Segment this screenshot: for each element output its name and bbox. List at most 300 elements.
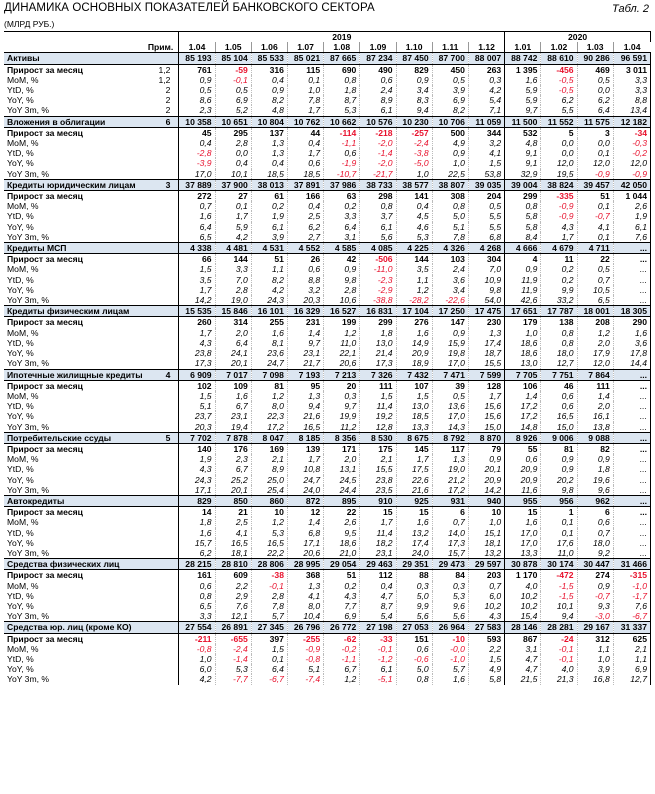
table-cell: 11,6 bbox=[505, 485, 541, 496]
table-cell: 6,1 bbox=[360, 664, 396, 674]
table-cell: -255 bbox=[287, 633, 323, 644]
table-cell: 17,3 bbox=[432, 538, 468, 548]
table-cell: 0,4 bbox=[251, 75, 287, 85]
table-cell: 51 bbox=[324, 570, 360, 581]
table-cell: 3,2 bbox=[468, 138, 504, 148]
table-cell: 17,4 bbox=[468, 338, 504, 348]
table-cell: 12,0 bbox=[577, 158, 613, 168]
table-cell: 25,4 bbox=[251, 485, 287, 496]
table-cell: 910 bbox=[360, 495, 396, 506]
table-cell: 139 bbox=[287, 443, 323, 454]
table-cell: 0,8 bbox=[432, 201, 468, 211]
table-cell: 6 bbox=[432, 507, 468, 518]
year-header-spacer bbox=[4, 32, 143, 43]
table-cell: 316 bbox=[251, 64, 287, 75]
table-cell: 1,6 bbox=[215, 391, 251, 401]
table-cell: -0,1 bbox=[541, 654, 577, 664]
table-cell: 102 bbox=[179, 380, 215, 391]
table-cell: 18,6 bbox=[505, 348, 541, 358]
row-label: Кредиты физическим лицам bbox=[4, 306, 143, 317]
table-cell: 10 bbox=[251, 507, 287, 518]
table-cell: 10 358 bbox=[179, 116, 215, 127]
table-cell: 21,5 bbox=[505, 674, 541, 684]
row-note bbox=[143, 611, 179, 622]
table-cell: -456 bbox=[541, 64, 577, 75]
table-cell: 2,5 bbox=[287, 211, 323, 221]
table-cell: 15 bbox=[360, 507, 396, 518]
table-cell: 15,5 bbox=[468, 358, 504, 369]
table-cell: 0,8 bbox=[324, 75, 360, 85]
row-label: Прирост за месяц bbox=[7, 254, 83, 265]
table-cell: 0,5 bbox=[577, 264, 613, 274]
table-cell: 29 473 bbox=[432, 559, 468, 570]
row-label: YtD, % bbox=[7, 590, 34, 601]
row-label: YoY, % bbox=[7, 158, 34, 169]
table-cell: 1,2 bbox=[324, 674, 360, 684]
table-cell: 13,6 bbox=[432, 401, 468, 411]
table-row bbox=[4, 232, 651, 243]
table-cell: ... bbox=[613, 548, 650, 559]
table-cell: 299 bbox=[505, 191, 541, 202]
table-cell: 5,4 bbox=[468, 95, 504, 105]
column-header-date: 1.10 bbox=[396, 42, 432, 53]
table-row bbox=[4, 411, 651, 421]
table-cell: 11,0 bbox=[541, 548, 577, 559]
table-cell: 23,7 bbox=[179, 411, 215, 421]
table-cell: 299 bbox=[360, 317, 396, 328]
table-cell: -38 bbox=[251, 570, 287, 581]
table-cell: 344 bbox=[468, 127, 504, 138]
table-cell: 18,6 bbox=[324, 538, 360, 548]
table-cell: 0,1 bbox=[541, 528, 577, 538]
table-cell: 4,3 bbox=[179, 464, 215, 474]
row-label: YoY, % bbox=[7, 348, 34, 359]
table-section-row bbox=[4, 432, 651, 443]
row-note bbox=[143, 53, 179, 64]
table-cell: 490 bbox=[360, 64, 396, 75]
table-cell: 0,3 bbox=[432, 581, 468, 591]
table-cell: 28 215 bbox=[179, 559, 215, 570]
year-header-spacer bbox=[143, 32, 179, 43]
table-cell: 1,7 bbox=[541, 232, 577, 243]
table-cell: 255 bbox=[251, 317, 287, 328]
table-cell: 176 bbox=[215, 443, 251, 454]
table-cell: 2,7 bbox=[287, 232, 323, 243]
table-cell: 12,0 bbox=[541, 158, 577, 168]
table-cell: 5 bbox=[541, 127, 577, 138]
table-cell: 0,6 bbox=[287, 158, 323, 168]
column-header-date: 1.06 bbox=[251, 42, 287, 53]
table-cell: 9,8 bbox=[324, 275, 360, 285]
table-cell: 10 804 bbox=[251, 116, 287, 127]
table-cell: 3,4 bbox=[432, 285, 468, 295]
row-note: 2 bbox=[165, 95, 171, 106]
row-label: YoY, % bbox=[7, 664, 34, 675]
table-row bbox=[4, 581, 651, 591]
table-row bbox=[4, 105, 651, 116]
table-cell: 10,8 bbox=[287, 464, 323, 474]
table-cell: 6,2 bbox=[287, 222, 323, 232]
column-header-date: 1.11 bbox=[432, 42, 468, 53]
table-cell: 81 bbox=[541, 443, 577, 454]
table-cell: 90 286 bbox=[577, 53, 613, 64]
table-cell: -0,8 bbox=[179, 644, 215, 654]
table-cell: 10 bbox=[468, 507, 504, 518]
table-cell: 37 891 bbox=[287, 179, 323, 190]
table-cell: 0,9 bbox=[179, 75, 215, 85]
table-cell: -6,7 bbox=[251, 674, 287, 684]
table-cell: -34 bbox=[613, 127, 650, 138]
table-cell: 20,1 bbox=[215, 358, 251, 369]
table-cell: 0,2 bbox=[251, 201, 287, 211]
table-cell: 0,9 bbox=[577, 581, 613, 591]
table-cell: 4 085 bbox=[360, 243, 396, 254]
table-section-row bbox=[4, 306, 651, 317]
table-cell: 18 305 bbox=[613, 306, 650, 317]
table-cell: 115 bbox=[287, 64, 323, 75]
table-cell: 38 733 bbox=[360, 179, 396, 190]
table-row bbox=[4, 485, 651, 496]
table-cell: 55 bbox=[505, 443, 541, 454]
table-cell: 19,0 bbox=[215, 295, 251, 306]
row-note bbox=[143, 570, 179, 581]
table-cell: 84 bbox=[432, 570, 468, 581]
row-note: 5 bbox=[143, 432, 179, 443]
table-cell: 263 bbox=[468, 64, 504, 75]
table-cell: 16,1 bbox=[577, 411, 613, 421]
table-cell: 0,6 bbox=[179, 581, 215, 591]
table-cell: -10 bbox=[432, 633, 468, 644]
row-label: Прирост за месяц bbox=[7, 317, 83, 328]
table-cell: 7 017 bbox=[215, 369, 251, 380]
table-cell: 88 742 bbox=[505, 53, 541, 64]
table-cell: 23,1 bbox=[215, 411, 251, 421]
table-cell: 2,1 bbox=[613, 644, 650, 654]
table-cell: 4,3 bbox=[541, 222, 577, 232]
table-cell: 38 824 bbox=[541, 179, 577, 190]
table-row bbox=[4, 285, 651, 295]
table-cell: 955 bbox=[505, 495, 541, 506]
table-cell: 85 021 bbox=[287, 53, 323, 64]
table-cell: 0,6 bbox=[541, 391, 577, 401]
table-cell: 7 471 bbox=[432, 369, 468, 380]
row-label: Автокредиты bbox=[4, 495, 143, 506]
table-cell: ... bbox=[613, 517, 650, 527]
table-cell: 13,3 bbox=[396, 422, 432, 433]
table-row bbox=[4, 275, 651, 285]
table-cell: 5,3 bbox=[396, 232, 432, 243]
table-cell: -5,0 bbox=[396, 158, 432, 168]
table-cell: 3,3 bbox=[613, 85, 650, 95]
table-cell: 7,0 bbox=[468, 264, 504, 274]
table-cell: 829 bbox=[179, 495, 215, 506]
row-label: YtD, % bbox=[7, 211, 34, 222]
table-cell: 26 bbox=[287, 254, 323, 265]
table-cell: 6,7 bbox=[215, 401, 251, 411]
table-cell: 3 011 bbox=[613, 64, 650, 75]
table-cell: 272 bbox=[179, 191, 215, 202]
table-cell: 5,0 bbox=[432, 211, 468, 221]
table-cell: -2,8 bbox=[179, 148, 215, 158]
table-cell: 17 787 bbox=[541, 306, 577, 317]
table-cell: 625 bbox=[613, 633, 650, 644]
table-cell: 4 666 bbox=[505, 243, 541, 254]
table-cell: -1,4 bbox=[215, 654, 251, 664]
table-cell: 3,3 bbox=[613, 75, 650, 85]
table-cell: 13,1 bbox=[324, 464, 360, 474]
row-label: YoY, % bbox=[7, 284, 34, 295]
table-cell: 17 475 bbox=[468, 306, 504, 317]
table-cell: 4,1 bbox=[468, 148, 504, 158]
table-cell: 3,4 bbox=[396, 85, 432, 95]
table-row bbox=[4, 211, 651, 221]
table-cell: -0,5 bbox=[541, 75, 577, 85]
table-cell: 7 098 bbox=[251, 369, 287, 380]
table-cell: 24,7 bbox=[251, 358, 287, 369]
table-section-row bbox=[4, 559, 651, 570]
table-number: Табл. 2 bbox=[612, 3, 649, 15]
row-note bbox=[143, 285, 179, 295]
table-body bbox=[4, 53, 651, 685]
table-row bbox=[4, 169, 651, 180]
table-cell: 2,4 bbox=[432, 264, 468, 274]
row-label: MoM, % bbox=[7, 201, 39, 212]
table-cell: 17,2 bbox=[251, 422, 287, 433]
table-cell: 10 651 bbox=[215, 116, 251, 127]
table-cell: 593 bbox=[468, 633, 504, 644]
table-cell: -0,9 bbox=[577, 169, 613, 180]
table-cell: 1,1 bbox=[577, 644, 613, 654]
row-note: 2 bbox=[165, 85, 171, 96]
table-cell: 9,3 bbox=[577, 601, 613, 611]
table-cell: 895 bbox=[324, 495, 360, 506]
table-cell: 17,0 bbox=[505, 538, 541, 548]
table-cell: 13,3 bbox=[505, 548, 541, 559]
table-section-row bbox=[4, 495, 651, 506]
table-row bbox=[4, 380, 651, 391]
table-cell: 145 bbox=[396, 443, 432, 454]
table-cell: 4,2 bbox=[215, 232, 251, 243]
table-cell: -59 bbox=[215, 64, 251, 75]
table-cell: -5,1 bbox=[360, 674, 396, 684]
row-note bbox=[143, 317, 179, 328]
table-row bbox=[4, 644, 651, 654]
table-cell: -3,8 bbox=[396, 148, 432, 158]
row-label: YoY 3m, % bbox=[7, 611, 50, 622]
table-cell: 1 bbox=[541, 507, 577, 518]
table-cell: 1,2 bbox=[577, 328, 613, 338]
table-cell: 21,2 bbox=[432, 475, 468, 485]
row-label: YoY 3m, % bbox=[7, 547, 50, 558]
table-cell: 0,5 bbox=[468, 201, 504, 211]
row-label: Кредиты юридическим лицам bbox=[4, 179, 143, 190]
row-label: YoY 3m, % bbox=[7, 105, 50, 116]
table-cell: 3,2 bbox=[287, 285, 323, 295]
table-cell: 1,1 bbox=[251, 264, 287, 274]
table-cell: 1,7 bbox=[287, 148, 323, 158]
table-cell: 20,9 bbox=[505, 464, 541, 474]
row-label: YtD, % bbox=[7, 274, 34, 285]
table-cell: 761 bbox=[179, 64, 215, 75]
table-row bbox=[4, 317, 651, 328]
table-cell: 8 870 bbox=[468, 432, 504, 443]
table-cell: 0,8 bbox=[179, 591, 215, 601]
row-label: YoY 3m, % bbox=[7, 484, 50, 495]
table-cell: 26 891 bbox=[215, 622, 251, 633]
table-cell: 15,0 bbox=[541, 422, 577, 433]
table-cell: 4 bbox=[505, 254, 541, 265]
table-cell: 4,7 bbox=[505, 664, 541, 674]
table-cell: 1 395 bbox=[505, 64, 541, 75]
table-cell: 11 552 bbox=[541, 116, 577, 127]
table-cell: 16 527 bbox=[324, 306, 360, 317]
table-cell: 42 050 bbox=[613, 179, 650, 190]
table-cell: 8,2 bbox=[251, 275, 287, 285]
table-cell: 11 bbox=[541, 254, 577, 265]
table-cell: 3,1 bbox=[324, 232, 360, 243]
row-label: YtD, % bbox=[7, 85, 34, 96]
table-cell: 3,1 bbox=[505, 644, 541, 654]
table-cell: 1,7 bbox=[287, 105, 323, 116]
table-cell: 0,8 bbox=[505, 201, 541, 211]
table-cell: -0,1 bbox=[360, 644, 396, 654]
table-cell: 37 900 bbox=[215, 179, 251, 190]
table-cell: 204 bbox=[468, 191, 504, 202]
table-cell: 11 500 bbox=[505, 116, 541, 127]
table-cell: 5,7 bbox=[432, 664, 468, 674]
row-label: YoY, % bbox=[7, 221, 34, 232]
table-cell: 53,8 bbox=[468, 169, 504, 180]
table-cell: 1,6 bbox=[179, 211, 215, 221]
table-cell: 3,3 bbox=[324, 211, 360, 221]
table-cell: 22,5 bbox=[432, 169, 468, 180]
table-cell: 87 700 bbox=[432, 53, 468, 64]
table-cell: 9,1 bbox=[505, 158, 541, 168]
table-cell: 0,6 bbox=[287, 264, 323, 274]
table-row bbox=[4, 507, 651, 518]
table-cell: 9,9 bbox=[396, 601, 432, 611]
table-cell: 14,9 bbox=[396, 338, 432, 348]
table-cell: 0,9 bbox=[324, 264, 360, 274]
row-note: 1,2 bbox=[158, 74, 171, 85]
table-cell: 14,3 bbox=[432, 422, 468, 433]
table-cell: 87 665 bbox=[324, 53, 360, 64]
table-cell: -7,7 bbox=[215, 674, 251, 684]
table-cell: 13,8 bbox=[577, 422, 613, 433]
table-cell: 7 751 bbox=[541, 369, 577, 380]
table-row bbox=[4, 127, 651, 138]
table-cell: 6,5 bbox=[179, 601, 215, 611]
row-label: MoM, % bbox=[7, 327, 39, 338]
table-cell: ... bbox=[613, 422, 650, 433]
table-cell: 8,2 bbox=[432, 105, 468, 116]
table-cell: 28 146 bbox=[505, 622, 541, 633]
table-cell: 16,5 bbox=[251, 538, 287, 548]
table-cell: -62 bbox=[324, 633, 360, 644]
row-note bbox=[143, 232, 179, 243]
table-cell: 14,0 bbox=[432, 528, 468, 538]
table-cell: 144 bbox=[215, 254, 251, 265]
table-cell: -0,9 bbox=[287, 644, 323, 654]
table-cell: 4,3 bbox=[468, 611, 504, 622]
row-note bbox=[143, 401, 179, 411]
table-cell: 17 250 bbox=[432, 306, 468, 317]
table-cell: -21,7 bbox=[360, 169, 396, 180]
table-cell: 4,2 bbox=[179, 674, 215, 684]
table-cell: 16,5 bbox=[215, 538, 251, 548]
table-cell: 21,6 bbox=[396, 485, 432, 496]
table-cell: 1,4 bbox=[577, 391, 613, 401]
table-cell: 5,7 bbox=[251, 611, 287, 622]
table-cell: 9,8 bbox=[541, 485, 577, 496]
table-cell: 1,0 bbox=[432, 158, 468, 168]
table-cell: 12,8 bbox=[360, 422, 396, 433]
table-cell: -33 bbox=[360, 633, 396, 644]
table-cell: 0,7 bbox=[432, 517, 468, 527]
row-note bbox=[143, 138, 179, 148]
table-cell: 1,7 bbox=[360, 517, 396, 527]
table-cell: 107 bbox=[396, 380, 432, 391]
table-cell: 0,4 bbox=[287, 138, 323, 148]
table-cell: -1,1 bbox=[324, 654, 360, 664]
table-cell: 23,6 bbox=[251, 348, 287, 358]
table-cell: 8 675 bbox=[396, 432, 432, 443]
table-cell: 10,4 bbox=[287, 611, 323, 622]
row-label: Прирост за месяц bbox=[7, 633, 83, 644]
table-cell: 25,0 bbox=[251, 475, 287, 485]
report-header bbox=[4, 2, 651, 34]
table-cell: 6,4 bbox=[251, 664, 287, 674]
table-cell: 17,8 bbox=[613, 348, 650, 358]
table-cell: 4,6 bbox=[396, 222, 432, 232]
table-cell: 11 059 bbox=[468, 116, 504, 127]
table-cell: 0,0 bbox=[541, 148, 577, 158]
table-cell: 10,2 bbox=[505, 601, 541, 611]
row-note bbox=[143, 295, 179, 306]
table-cell: -0,5 bbox=[541, 85, 577, 95]
row-label: YtD, % bbox=[7, 527, 34, 538]
table-cell: 87 234 bbox=[360, 53, 396, 64]
table-cell: 469 bbox=[577, 64, 613, 75]
table-cell: 15 846 bbox=[215, 306, 251, 317]
table-cell: 1,7 bbox=[179, 285, 215, 295]
table-cell: 0,0 bbox=[577, 85, 613, 95]
row-label: MoM, % bbox=[7, 643, 39, 654]
table-cell: -2,3 bbox=[360, 275, 396, 285]
row-label: YoY 3m, % bbox=[7, 295, 50, 306]
table-cell: 21,4 bbox=[360, 348, 396, 358]
table-cell: 24,3 bbox=[179, 475, 215, 485]
table-cell: 88 610 bbox=[541, 53, 577, 64]
row-note bbox=[143, 338, 179, 348]
table-cell: ... bbox=[613, 411, 650, 421]
table-cell: ... bbox=[613, 432, 650, 443]
table-cell: -655 bbox=[215, 633, 251, 644]
table-row bbox=[4, 664, 651, 674]
table-cell: 1,8 bbox=[324, 85, 360, 95]
table-cell: 3 bbox=[577, 127, 613, 138]
table-cell: 12,0 bbox=[613, 158, 650, 168]
table-cell: 3,7 bbox=[360, 211, 396, 221]
table-cell: 4,5 bbox=[396, 211, 432, 221]
table-cell: 6,0 bbox=[468, 591, 504, 601]
row-note bbox=[143, 201, 179, 211]
table-cell: 0,4 bbox=[360, 581, 396, 591]
table-row bbox=[4, 538, 651, 548]
row-note bbox=[143, 633, 179, 644]
table-cell: 2,6 bbox=[613, 201, 650, 211]
table-cell: 19,5 bbox=[541, 169, 577, 180]
